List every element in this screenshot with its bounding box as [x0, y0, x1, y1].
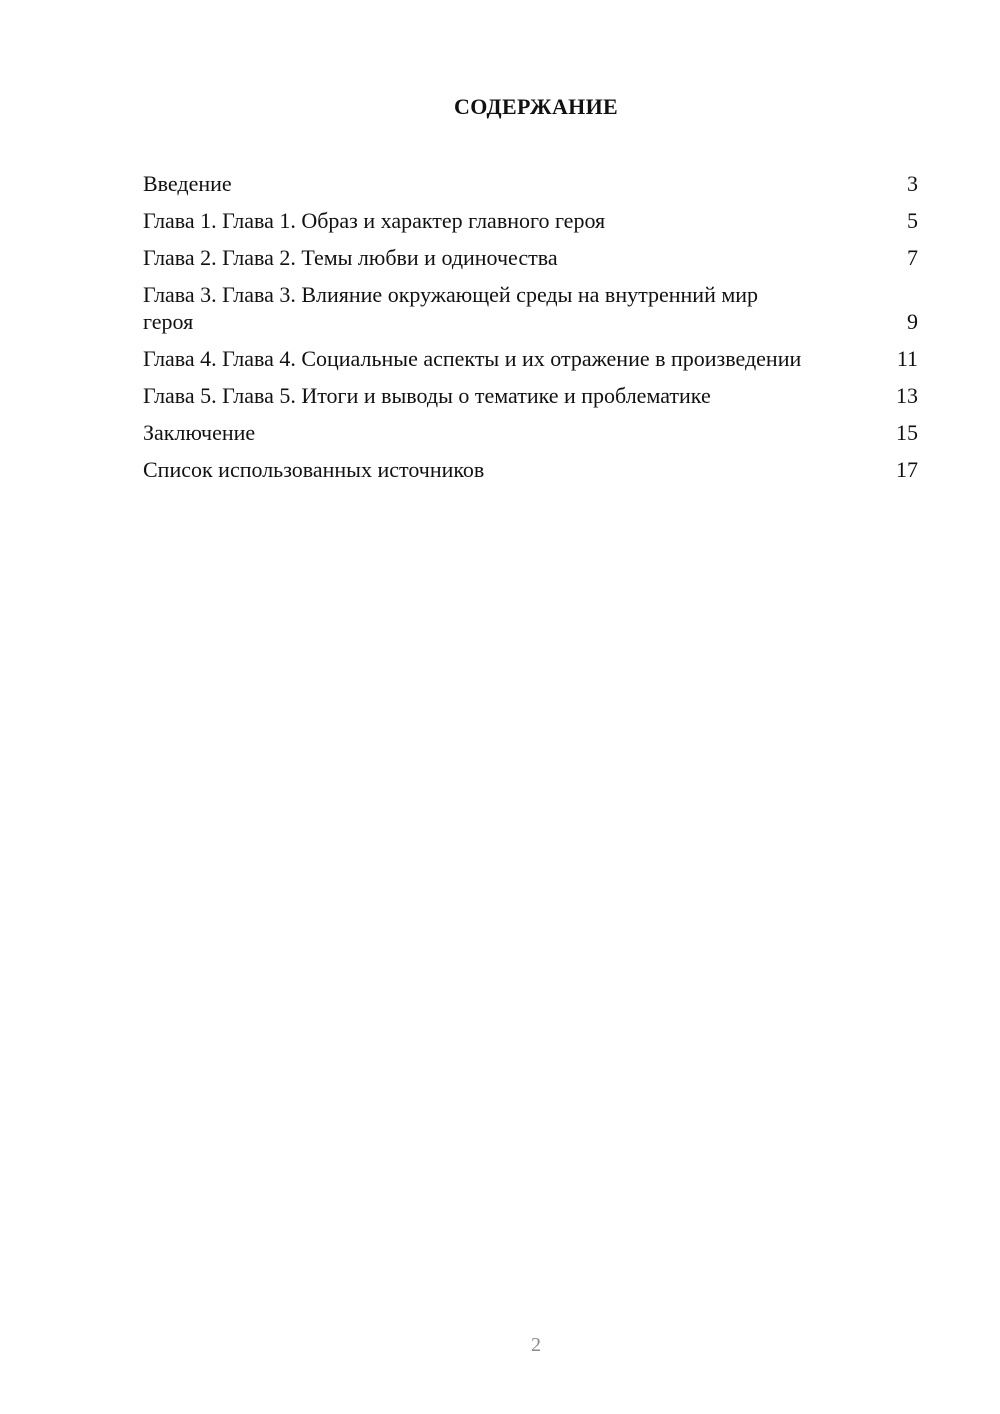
toc-entry-conclusion — [143, 419, 918, 446]
toc-entry-title: Глава 5. Глава 5. Итоги и выводы о тематике и проблематике — [143, 383, 711, 408]
toc-entry-page: 11 — [896, 346, 918, 371]
toc-entry-page: 9 — [907, 309, 918, 334]
toc-entry-title: Глава 3. Глава 3. Влияние окружающей среды на внутренний мир героя — [143, 282, 759, 334]
toc-entry-page: 7 — [907, 245, 918, 270]
toc-entry-chapter-2 — [143, 244, 918, 271]
toc-entry-chapter-3 — [143, 281, 918, 335]
toc-entry-page: 13 — [896, 383, 918, 408]
page-title: СОДЕРЖАНИЕ — [454, 94, 618, 119]
toc-entry-title: Заключение — [143, 420, 256, 445]
page-number: 2 — [531, 1334, 541, 1356]
toc-entry-chapter-1 — [143, 207, 918, 234]
toc-entry-title: Введение — [143, 171, 232, 196]
table-of-contents — [143, 170, 918, 493]
toc-entry-page: 5 — [907, 208, 918, 233]
toc-entry-chapter-4 — [143, 345, 918, 372]
toc-entry-introduction — [143, 170, 918, 197]
toc-entry-title: Глава 2. Глава 2. Темы любви и одиночества — [143, 245, 558, 270]
toc-entry-title: Глава 4. Глава 4. Социальные аспекты и их отражение в произведении — [143, 346, 802, 371]
toc-entry-page: 17 — [896, 457, 918, 482]
toc-entry-title: Список использованных источников — [143, 457, 485, 482]
toc-entry-chapter-5 — [143, 382, 918, 409]
toc-entry-references — [143, 456, 918, 483]
toc-entry-page: 3 — [907, 171, 918, 196]
toc-entry-page: 15 — [896, 420, 918, 445]
toc-entry-title: Глава 1. Глава 1. Образ и характер главного героя — [143, 208, 606, 233]
